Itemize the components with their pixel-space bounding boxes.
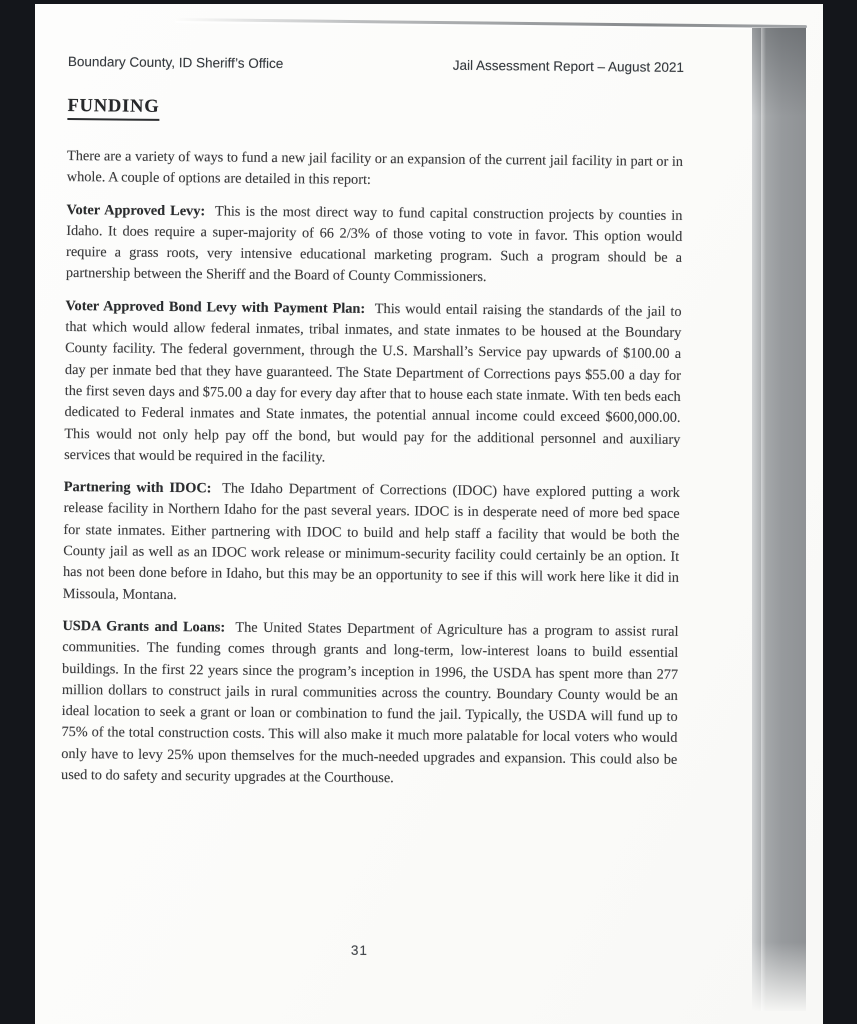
header-right: Jail Assessment Report – August 2021 — [452, 57, 684, 75]
section-bond-levy-payment-plan — [64, 296, 682, 472]
section-usda-grants-and-loans — [61, 616, 679, 792]
section-partnering-with-idoc — [63, 477, 680, 611]
section-body: The United States Department of Agriculture has a program to assist rural communities. The funding comes through grants and long-term, low-interest loans to build essential buildings. In the first 22 years since the program’s inception in 1996, the USDA has spent more than 277 million dollars to construct jails in rural communities across the country. Boundary County would be an ideal location to seek a grant or loan or combination to fund the jail. Typically, the USDA will fund up to 75% of the total construction costs. This will also make it much more palatable for local voters who would only have to levy 25% upon themselves for the much-needed upgrades and expansion. This could also be used to do safety and security upgrades at the Courthouse. — [61, 619, 679, 787]
intro-paragraph: There are a variety of ways to fund a new jail facility or an expansion of the current jail facility in part or in whole. A couple of options are detailed in this report: — [66, 147, 684, 189]
header-left: Boundary County, ID Sheriff’s Office — [67, 54, 284, 72]
page-number: 31 — [350, 942, 368, 958]
page-content — [61, 54, 684, 958]
page-top-edge-line — [175, 18, 807, 28]
section-body: The Idaho Department of Corrections (IDOC) have explored putting a work release facility in Northern Idaho for the past several years. IDOC is in desperate need of more bed space for state inmates. Either partnering with IDOC to build and help staff a facility that would be both the County jail as well as an IDOC work release or minimum-security facility could certainly be an option. It has not been done before in Idaho, but this may be an opportunity to see if this will work here like it did in Missoula, Montana. — [62, 480, 680, 603]
section-label: Voter Approved Bond Levy with Payment Plan: — [65, 297, 366, 317]
section-body: This would entail raising the standards of the jail to that which would allow federal inmates, tribal inmates, and state inmates to be housed at the Boundary County facility. The federal government, through the U.S. Marshall’s Service pay upwards of $100.00 a day per inmate bed that they have guaranteed. The State Department of Corrections pays $55.00 a day for the first seven days and $75.00 a day for every day after that to house each state inmate. With ten beds each dedicated to Federal inmates and State inmates, the potential annual income could exceed $600,000.00. This would not only help pay off the bond, but would pay for the additional personnel and auxiliary services that would be required in the facility. — [64, 300, 682, 466]
page-title: FUNDING — [67, 96, 159, 121]
page-header — [68, 54, 684, 75]
scanned-page — [35, 4, 823, 1024]
page-stack-edge — [752, 28, 806, 1011]
section-label: Partnering with IDOC: — [63, 479, 212, 497]
section-label: USDA Grants and Loans: — [62, 617, 226, 636]
section-label: Voter Approved Levy: — [66, 201, 206, 219]
section-voter-approved-levy — [66, 200, 683, 291]
section-body: This is the most direct way to fund capital construction projects by counties in Idaho. It does require a super-majority of 66 2/3% of those voting to vote in favor. This option would require a grass roots, very intensive educational marketing program. Such a program should be a partnership between the Sheriff and the Board of County Commissioners. — [65, 203, 683, 286]
